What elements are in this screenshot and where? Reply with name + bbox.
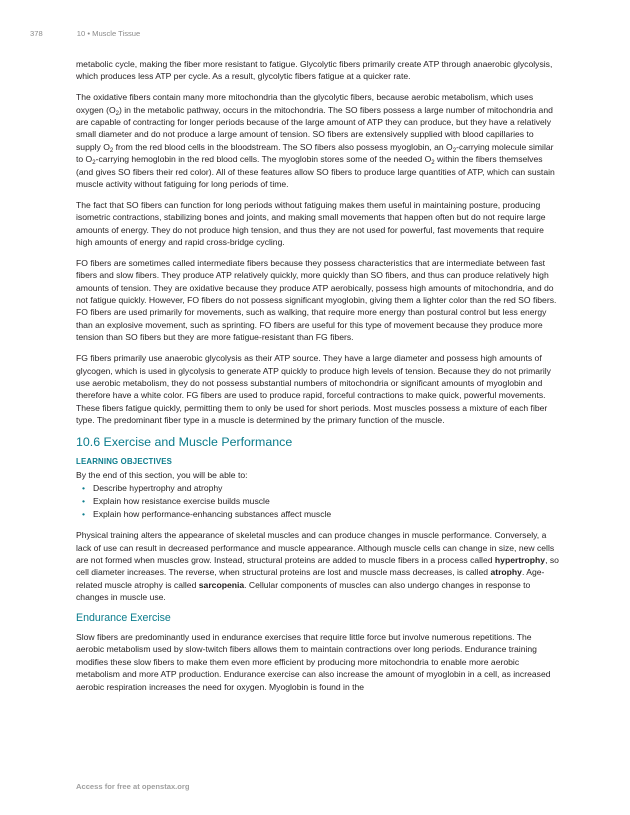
paragraph-2-text-f: within the fibers themselves (and gives SO fibers their red color). All of these features allow SO fibers to produce large quantities of ATP, which can sustain muscle activity without fatiguing for long periods of time. <box>76 154 555 190</box>
paragraph-2-text-e: -carrying hemoglobin in the red blood cells. The myoglobin stores some of the needed O <box>95 154 432 165</box>
subscript: 2 <box>115 110 119 117</box>
chapter-title: 10 • Muscle Tissue <box>76 29 141 38</box>
list-item <box>76 508 560 521</box>
paragraph-2-text-a: The oxidative fibers contain many more mitochondria than the glycolytic fibers, because aerobic metabolism, which uses oxygen (O <box>76 92 534 115</box>
page-content <box>76 58 560 701</box>
learning-objectives-heading: LEARNING OBJECTIVES <box>76 456 173 466</box>
paragraph-7: Slow fibers are predominantly used in endurance exercises that require little force but involve numerous repetitions. The aerobic metabolism used by slow-twitch fibers allows them to maintain contractions over long periods. Endurance training modifies these slow fibers to make them even more efficient by producing more mitochondria to enable more aerobic metabolism and more ATP production. Endurance exercise can also increase the amount of myoglobin in a cell, as increased aerobic respiration increases the need for oxygen. Myoglobin is found in the <box>76 631 551 692</box>
subscript: 2 <box>109 147 114 154</box>
bullet-icon: • <box>82 482 86 493</box>
subscript: 2 <box>431 160 435 167</box>
subscript: 2 <box>92 160 96 167</box>
learning-objectives-intro: By the end of this section, you will be able to: <box>76 470 248 481</box>
paragraph-2-text-d: -carrying molecule similar to O <box>76 141 554 165</box>
subsection-title: Endurance Exercise <box>76 611 171 624</box>
learning-objectives-list <box>76 482 560 521</box>
objective-text: Explain how performance-enhancing substances affect muscle <box>93 508 332 519</box>
bullet-icon: • <box>82 508 86 519</box>
paragraph-4: FO fibers are sometimes called intermediate fibers because they possess characteristics that are intermediate between fast fibers and slow fibers. They produce ATP relatively quickly, more quickly than SO fibers, and thus can produce relatively high amounts of tension. They are oxidative because they produce ATP aerobically, possess high amounts of mitochondria, and do not fatigue quickly. However, FO fibers do not possess significant myoglobin, giving them a lighter color than the red SO fibers. FO fibers are used primarily for movements, such as walking, that require more energy than postural control but less energy than an explosive movement, such as sprinting. FO fibers are useful for this type of movement because they produce more tension than SO fibers but they are more fatigue-resistant than FG fibers. <box>76 257 557 343</box>
objective-text: Describe hypertrophy and atrophy <box>93 482 223 493</box>
paragraph-2 <box>76 91 560 190</box>
page-number: 378 <box>30 29 43 38</box>
list-item <box>76 482 560 495</box>
paragraph-6-text-b: , so cell diameter increases. The reverse, when structural proteins are lost and muscle mass decreases, is called <box>76 554 559 578</box>
footer-link[interactable]: Access for free at openstax.org <box>76 782 190 791</box>
paragraph-6 <box>76 529 560 603</box>
paragraph-3: The fact that SO fibers can function for long periods without fatiguing makes them useful in maintaining posture, producing isometric contractions, stabilizing bones and joints, and making small movements that happen often but do not require large amounts of energy. They do not produce high tension, and thus they are not used for powerful, fast movements that require high amounts of energy and rapid cross-bridge cycling. <box>76 199 546 248</box>
paragraph-6-text-c: . Age-related muscle atrophy is called <box>76 567 545 590</box>
key-term-atrophy: atrophy <box>490 567 522 578</box>
bullet-icon: • <box>82 495 86 506</box>
section-title: 10.6 Exercise and Muscle Performance <box>76 434 293 449</box>
paragraph-2-text-c: from the red blood cells in the bloodstream. The SO fibers also possess myoglobin, an O <box>113 141 453 152</box>
paragraph-2-text-b: ) in the metabolic pathway, occurs in the mitochondria. The SO fibers possess a large number of mitochondria and are capable of contracting for longer periods because of the large amount of ATP they can produce, but they have a relatively small diameter and do not produce a large amount of tension. SO fibers are extensively supplied with blood capillaries to supply O <box>76 104 553 152</box>
page-header <box>30 29 140 38</box>
list-item <box>76 495 560 508</box>
objective-text: Explain how resistance exercise builds muscle <box>93 495 270 506</box>
paragraph-6-text-d: . Cellular components of muscles can also undergo changes in response to changes in muscle use. <box>76 579 531 603</box>
paragraph-6-text-a: Physical training alters the appearance of skeletal muscles and can produce changes in muscle performance. Conversely, a lack of use can result in decreased performance and muscle appearance. Although muscle cells can change in size, new cells are not formed when muscles grow. Instead, structural proteins are added to muscle fibers in a process called <box>76 530 555 565</box>
paragraph-1: metabolic cycle, making the fiber more resistant to fatigue. Glycolytic fibers primarily create ATP through anaerobic glycolysis, which produces less ATP per cycle. As a result, glycolytic fibers fatigue at a quicker rate. <box>76 59 553 82</box>
subscript: 2 <box>452 147 457 154</box>
key-term-hypertrophy: hypertrophy <box>494 554 546 565</box>
paragraph-5: FG fibers primarily use anaerobic glycolysis as their ATP source. They have a large diameter and possess high amounts of glycogen, which is used in glycolysis to generate ATP quickly to produce high levels of tension. Because they do not primarily use aerobic metabolism, they do not possess substantial numbers of mitochondria or significant amounts of myoglobin and therefore have a white color. FG fibers are used to produce rapid, forceful contractions to make quick, powerful movements. These fibers fatigue quickly, permitting them to only be used for short periods. Most muscles possess a mixture of each fiber type. The predominant fiber type in a muscle is determined by the primary function of the muscle. <box>76 353 551 426</box>
key-term-sarcopenia: sarcopenia <box>198 579 245 590</box>
